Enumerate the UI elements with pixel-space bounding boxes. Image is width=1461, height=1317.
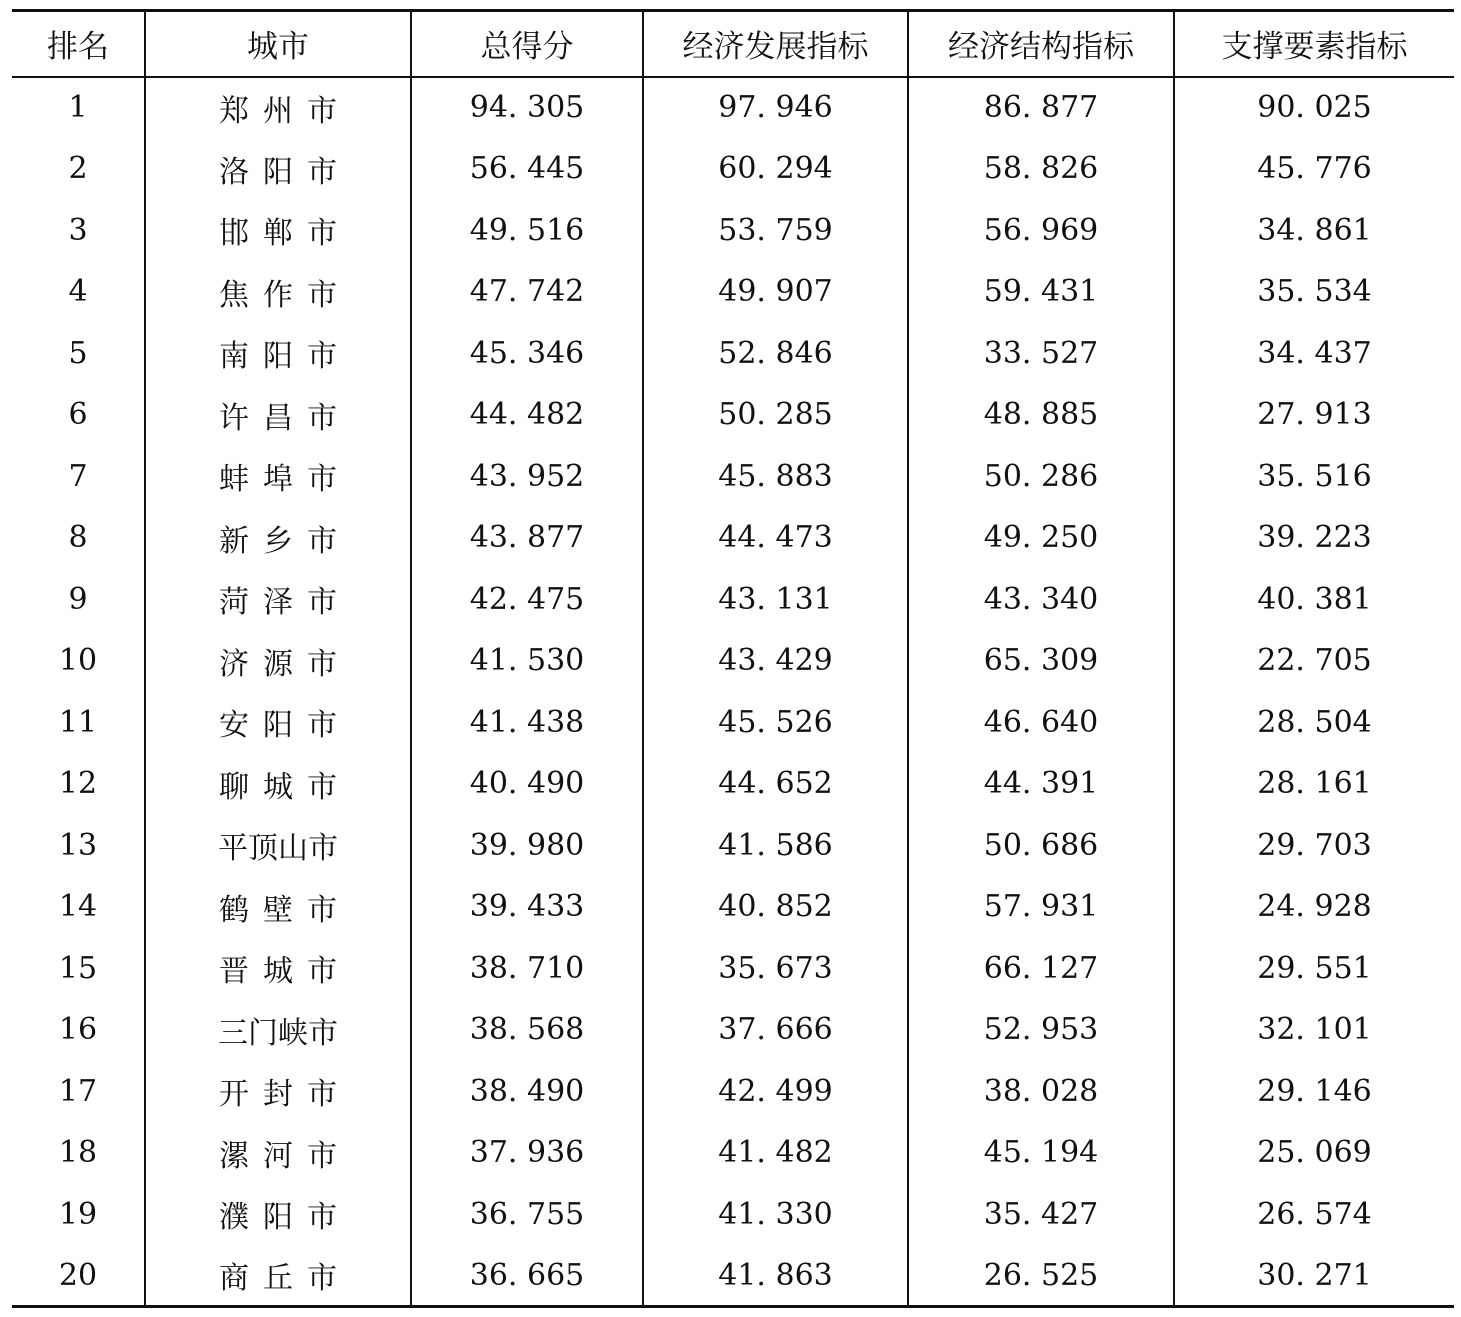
cell-economic-structure: 48. 885 <box>908 384 1174 446</box>
ranking-table-container <box>12 9 1454 1308</box>
cell-economic-development: 40. 852 <box>643 876 908 938</box>
cell-rank: 2 <box>68 151 88 187</box>
cell-economic-development: 42. 499 <box>643 1061 908 1123</box>
cell-support-factors: 45. 776 <box>1174 138 1454 200</box>
cell-rank: 17 <box>58 1073 98 1109</box>
cell-economic-structure: 26. 525 <box>908 1245 1174 1307</box>
cell-economic-structure: 59. 431 <box>908 261 1174 323</box>
cell-economic-structure: 33. 527 <box>908 323 1174 385</box>
cell-total-score: 36. 755 <box>411 1184 643 1246</box>
cell-rank: 6 <box>68 397 88 433</box>
table-row <box>12 876 1454 938</box>
table-row <box>12 1184 1454 1246</box>
cell-support-factors: 30. 271 <box>1174 1245 1454 1307</box>
cell-economic-structure: 57. 931 <box>908 876 1174 938</box>
table-row <box>12 323 1454 385</box>
cell-rank: 18 <box>58 1135 98 1171</box>
cell-total-score: 44. 482 <box>411 384 643 446</box>
table-row <box>12 692 1454 754</box>
cell-city: 聊城市 <box>145 753 411 815</box>
table-row <box>12 1061 1454 1123</box>
cell-support-factors: 34. 861 <box>1174 200 1454 262</box>
cell-rank: 14 <box>58 889 98 925</box>
cell-total-score: 36. 665 <box>411 1245 643 1307</box>
cell-total-score: 41. 438 <box>411 692 643 754</box>
cell-economic-development: 43. 131 <box>643 569 908 631</box>
cell-support-factors: 35. 516 <box>1174 446 1454 508</box>
table-row <box>12 446 1454 508</box>
table-row <box>12 630 1454 692</box>
table-header <box>12 11 1454 77</box>
cell-rank: 3 <box>68 212 88 248</box>
table-row <box>12 200 1454 262</box>
cell-economic-development: 43. 429 <box>643 630 908 692</box>
cell-city: 濮阳市 <box>145 1184 411 1246</box>
cell-total-score: 40. 490 <box>411 753 643 815</box>
table-row <box>12 77 1454 139</box>
cell-rank: 9 <box>68 581 88 617</box>
cell-economic-development: 41. 330 <box>643 1184 908 1246</box>
cell-economic-development: 97. 946 <box>643 77 908 139</box>
cell-economic-structure: 45. 194 <box>908 1122 1174 1184</box>
cell-rank: 12 <box>58 766 98 802</box>
cell-city: 洛阳市 <box>145 138 411 200</box>
cell-total-score: 43. 952 <box>411 446 643 508</box>
cell-city: 晋城市 <box>145 938 411 1000</box>
cell-rank: 5 <box>68 335 88 371</box>
cell-economic-structure: 44. 391 <box>908 753 1174 815</box>
cell-economic-development: 50. 285 <box>643 384 908 446</box>
cell-support-factors: 28. 161 <box>1174 753 1454 815</box>
cell-city: 邯郸市 <box>145 200 411 262</box>
cell-support-factors: 22. 705 <box>1174 630 1454 692</box>
cell-rank: 4 <box>68 274 88 310</box>
cell-economic-structure: 52. 953 <box>908 999 1174 1061</box>
cell-economic-development: 41. 482 <box>643 1122 908 1184</box>
cell-support-factors: 35. 534 <box>1174 261 1454 323</box>
header-economic-development: 经济发展指标 <box>643 11 908 77</box>
table-row <box>12 507 1454 569</box>
city-ranking-table <box>12 9 1454 1308</box>
cell-city: 菏泽市 <box>145 569 411 631</box>
cell-economic-development: 45. 526 <box>643 692 908 754</box>
cell-city: 平顶山市 <box>145 815 411 877</box>
cell-city: 许昌市 <box>145 384 411 446</box>
cell-economic-structure: 50. 286 <box>908 446 1174 508</box>
table-row <box>12 1122 1454 1184</box>
table-row <box>12 384 1454 446</box>
cell-total-score: 38. 568 <box>411 999 643 1061</box>
cell-economic-structure: 65. 309 <box>908 630 1174 692</box>
cell-city: 商丘市 <box>145 1245 411 1307</box>
cell-rank: 19 <box>58 1196 98 1232</box>
cell-rank: 7 <box>68 458 88 494</box>
cell-rank: 1 <box>68 90 88 126</box>
cell-support-factors: 34. 437 <box>1174 323 1454 385</box>
cell-economic-development: 37. 666 <box>643 999 908 1061</box>
cell-support-factors: 40. 381 <box>1174 569 1454 631</box>
table-row <box>12 753 1454 815</box>
header-economic-structure: 经济结构指标 <box>908 11 1174 77</box>
cell-support-factors: 29. 146 <box>1174 1061 1454 1123</box>
cell-economic-structure: 43. 340 <box>908 569 1174 631</box>
cell-total-score: 94. 305 <box>411 77 643 139</box>
cell-economic-structure: 35. 427 <box>908 1184 1174 1246</box>
cell-economic-development: 52. 846 <box>643 323 908 385</box>
cell-economic-structure: 50. 686 <box>908 815 1174 877</box>
cell-total-score: 56. 445 <box>411 138 643 200</box>
cell-city: 三门峡市 <box>145 999 411 1061</box>
cell-city: 南阳市 <box>145 323 411 385</box>
cell-city: 焦作市 <box>145 261 411 323</box>
cell-total-score: 49. 516 <box>411 200 643 262</box>
cell-total-score: 47. 742 <box>411 261 643 323</box>
header-rank: 排名 <box>12 11 145 77</box>
cell-total-score: 37. 936 <box>411 1122 643 1184</box>
cell-rank: 10 <box>58 643 98 679</box>
table-row <box>12 1245 1454 1307</box>
table-row <box>12 815 1454 877</box>
cell-economic-development: 41. 863 <box>643 1245 908 1307</box>
cell-economic-development: 53. 759 <box>643 200 908 262</box>
cell-support-factors: 29. 551 <box>1174 938 1454 1000</box>
table-row <box>12 138 1454 200</box>
cell-support-factors: 27. 913 <box>1174 384 1454 446</box>
cell-support-factors: 39. 223 <box>1174 507 1454 569</box>
cell-support-factors: 25. 069 <box>1174 1122 1454 1184</box>
cell-rank: 8 <box>68 520 88 556</box>
cell-rank: 15 <box>58 950 98 986</box>
cell-economic-structure: 46. 640 <box>908 692 1174 754</box>
cell-rank: 13 <box>58 827 98 863</box>
cell-city: 郑州市 <box>145 77 411 139</box>
cell-support-factors: 28. 504 <box>1174 692 1454 754</box>
cell-economic-development: 45. 883 <box>643 446 908 508</box>
cell-rank: 11 <box>58 704 98 740</box>
cell-rank: 20 <box>12 1245 145 1307</box>
header-total-score: 总得分 <box>411 11 643 77</box>
cell-total-score: 38. 490 <box>411 1061 643 1123</box>
cell-support-factors: 24. 928 <box>1174 876 1454 938</box>
cell-city: 济源市 <box>145 630 411 692</box>
cell-economic-structure: 56. 969 <box>908 200 1174 262</box>
cell-economic-structure: 66. 127 <box>908 938 1174 1000</box>
cell-total-score: 39. 980 <box>411 815 643 877</box>
cell-economic-development: 49. 907 <box>643 261 908 323</box>
cell-economic-development: 60. 294 <box>643 138 908 200</box>
cell-city: 开封市 <box>145 1061 411 1123</box>
cell-rank: 16 <box>58 1012 98 1048</box>
cell-total-score: 39. 433 <box>411 876 643 938</box>
cell-economic-development: 44. 473 <box>643 507 908 569</box>
cell-city: 新乡市 <box>145 507 411 569</box>
cell-total-score: 38. 710 <box>411 938 643 1000</box>
cell-city: 蚌埠市 <box>145 446 411 508</box>
cell-support-factors: 29. 703 <box>1174 815 1454 877</box>
cell-economic-structure: 49. 250 <box>908 507 1174 569</box>
cell-support-factors: 32. 101 <box>1174 999 1454 1061</box>
table-row <box>12 938 1454 1000</box>
cell-economic-development: 44. 652 <box>643 753 908 815</box>
header-support-factors: 支撑要素指标 <box>1174 11 1454 77</box>
cell-total-score: 43. 877 <box>411 507 643 569</box>
cell-city: 漯河市 <box>145 1122 411 1184</box>
cell-total-score: 45. 346 <box>411 323 643 385</box>
cell-support-factors: 90. 025 <box>1174 77 1454 139</box>
header-row <box>12 11 1454 77</box>
header-city: 城市 <box>145 11 411 77</box>
cell-city: 鹤壁市 <box>145 876 411 938</box>
cell-economic-development: 35. 673 <box>643 938 908 1000</box>
table-row <box>12 999 1454 1061</box>
table-body <box>12 77 1454 1307</box>
cell-economic-structure: 38. 028 <box>908 1061 1174 1123</box>
cell-total-score: 41. 530 <box>411 630 643 692</box>
table-row <box>12 261 1454 323</box>
cell-support-factors: 26. 574 <box>1174 1184 1454 1246</box>
cell-total-score: 42. 475 <box>411 569 643 631</box>
cell-economic-structure: 86. 877 <box>908 77 1174 139</box>
cell-city: 安阳市 <box>145 692 411 754</box>
cell-economic-development: 41. 586 <box>643 815 908 877</box>
cell-economic-structure: 58. 826 <box>908 138 1174 200</box>
table-row <box>12 569 1454 631</box>
